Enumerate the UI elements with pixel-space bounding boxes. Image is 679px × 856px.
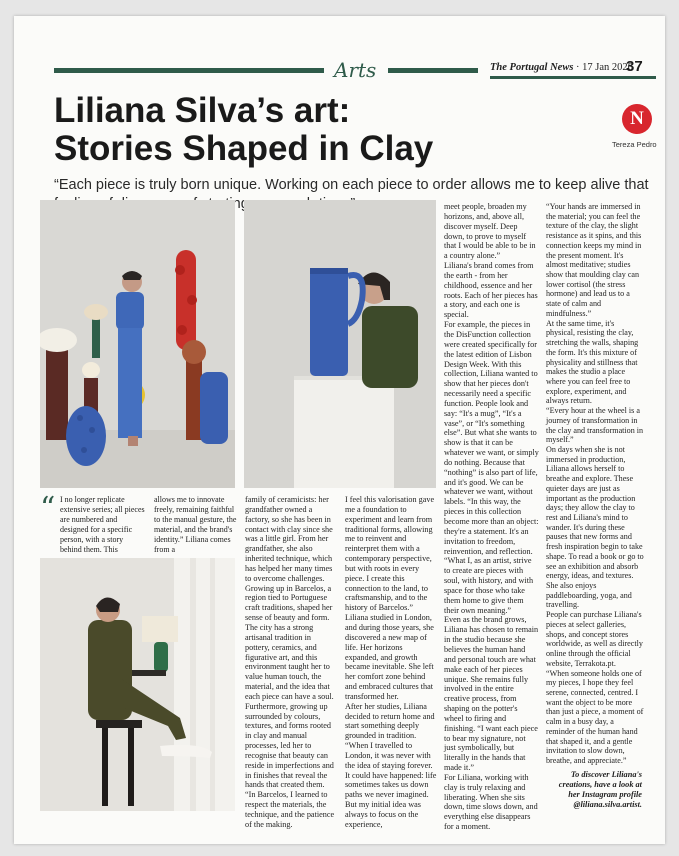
headline-line-1: Liliana Silva’s art: — [54, 91, 351, 130]
photo-artist-seated-with-lamp — [40, 558, 235, 811]
publication-logo-icon: N — [622, 104, 652, 134]
section-rule-left — [54, 68, 324, 73]
paragraph: Liliana studied in London, and during those years, she discovered a new map of life. Her horizons expanded, and growth became inevitable. She left her comfort zone behind and embraced cultures that transformed her. — [345, 613, 434, 701]
photo-artist-with-ceramics — [40, 200, 235, 488]
paragraph: “In Barcelos, I learned to respect the materials, the technique, and the patience of the making. — [245, 790, 335, 829]
quote-text-part-1: I no longer replicate extensive series; all pieces are numbered and designed for a specific person, with a story behind them. This — [60, 495, 145, 554]
article-column-1 — [245, 495, 337, 830]
section-rule-right — [388, 68, 478, 73]
article-column-2 — [345, 495, 437, 830]
paragraph: family of ceramicists: her grandfather owned a factory, so she has been in contact with clay since she was a little girl. From her grandfather, she also inherited technique, which has helped her many times to overcome challenges. Growing up in Barcelos, a region tied to Portuguese craft traditions, shaped her sense of beauty and form. The city has a strong artisanal tradition in pottery, ceramics, and figurative art, and this environment taught her to value human touch, the material, and the idea that each piece can have a soul. Furthermore, growing up surrounded by colours, textures, and forms rooted in clay and manual processes, led her to recognise that beauty can reside in imperfections and in finishes that reveal the hands that created them. — [245, 495, 334, 790]
paragraph: At the same time, it's physical, resisting the clay, stretching the walls, shaping the form. It's this mixture of physicality and stillness that makes the studio a place where you can feel free to explore, experiment, and always return. — [546, 318, 639, 406]
author-byline: Tereza Pedro — [612, 140, 657, 149]
paragraph: After her studies, Liliana decided to return home and start something deeply grounded in tradition. “When I travelled to London, it was never with the idea of staying forever. It could have happened: life sometimes takes us down paths we never imagined. But my initial idea was always to focus on the experience, — [345, 701, 437, 829]
paragraph: “What I, as an artist, strive to create are pieces with soul, with history, and with space for those who take them home to give them their own meaning.” — [444, 556, 534, 615]
quote-text-part-2: allows me to innovate freely, remaining faithful to the manual gesture, the material, and the brand's identity.” Liliana comes from a — [154, 495, 237, 554]
paragraph: I feel this valorisation gave me a foundation to experiment and learn from traditional forms, allowing me to reinvent and reinterpret them with a contemporary perspective, but with roots in every piece. I create this connection to the land, to craftsmanship, and to the history of Barcelos.” — [345, 495, 435, 613]
issue-date: 17 Jan 2026 — [582, 62, 633, 73]
photo-artist-with-blue-vase — [244, 200, 436, 488]
article-column-4 — [546, 202, 644, 766]
headline — [54, 92, 574, 168]
paragraph: “Every hour at the wheel is a journey of transformation in the clay and transformation in myself.” — [546, 406, 644, 445]
instagram-call-to-action: To discover Liliana's creations, have a look at her Instagram profile @liliana.silva.artist. — [558, 770, 642, 809]
headline-line-2: Stories Shaped in Clay — [54, 129, 434, 168]
paragraph: For Liliana, working with clay is truly relaxing and liberating. When she sits down, time slows down, and everything else disappears for a moment. — [444, 772, 538, 832]
paragraph: People can purchase Liliana's pieces at select galleries, shops, and concept stores worldwide, as well as directly online through the official website, Terrakota.pt. — [546, 610, 643, 668]
folio-rule — [490, 76, 656, 79]
paragraph: Liliana's brand comes from the earth - from her childhood, essence and her roots. Each of her pieces has a story, and each one is special. — [444, 261, 538, 320]
paragraph: meet people, broaden my horizons, and, above all, discover myself. Deep down, to prove to myself that I would be able to be in a country alone.” — [444, 202, 536, 261]
folio: The Portugal News · 17 Jan 2026 — [490, 62, 633, 73]
article-column-3 — [444, 202, 539, 832]
quote-mark-icon: “ — [40, 491, 56, 526]
paragraph: “Your hands are immersed in the material; you can feel the texture of the clay, the slight resistance as it spins, and this connection keeps my mind in the present moment. It's almost meditative; studies show that moulding clay can lower cortisol (the stress hormone) and lead us to a state of calm and mindfulness.” — [546, 202, 642, 318]
paragraph: On days when she is not immersed in production, Liliana allows herself to breathe and explore. These quieter days are just as important as the production days; they allow the clay to rest and Liliana's mind to wander. It's during these pauses that new forms and fresh inspiration begin to take shape. To read a book or go to see an exhibition and absorb energy, ideas, and textures. She also enjoys paddleboarding, yoga, and travelling. — [546, 444, 644, 610]
paragraph: “When someone holds one of my pieces, I hope they feel serene, connected, centred. I want the object to be more than just a piece, a moment of calm in a busy day, a reminder of the human hand that shaped it, and a gentle invitation to slow down, breathe, and appreciate.” — [546, 668, 644, 765]
page-number: 37 — [626, 58, 643, 75]
section-name: Arts — [334, 58, 377, 82]
paragraph: For example, the pieces in the DisFunction collection were created specifically for the latest edition of Lisbon Design Week. With this collection, Liliana wanted to show that her pieces don't necessarily need a specific function. People look and say: “It's a mug”, “It's a vase”, or “It's something else”. But what she wants to show is that it can be whatever we want, or simply do nothing. Because that “nothing” is also part of life, and it's good. We can be whatever we want, without labels. “In this way, the pieces in this collection become more than an object: they're a statement. It's an invitation to freedom, reinvention, and reflection. — [444, 320, 539, 556]
pull-quote-subhead: “Each piece is truly born unique. Working on each piece to order allows me to keep alive that — [54, 177, 649, 193]
publication-name: The Portugal News — [490, 62, 574, 73]
paragraph: Even as the brand grows, Liliana has chosen to remain in the studio because she believes the human hand and personal touch are what make each of her pieces unique. She remains fully involved in the entire creative process, from shaping on the potter's wheel to firing and finishing. “I want each piece to bear my signature, not just symbolically, but literally in the hands that made it.” — [444, 615, 539, 773]
